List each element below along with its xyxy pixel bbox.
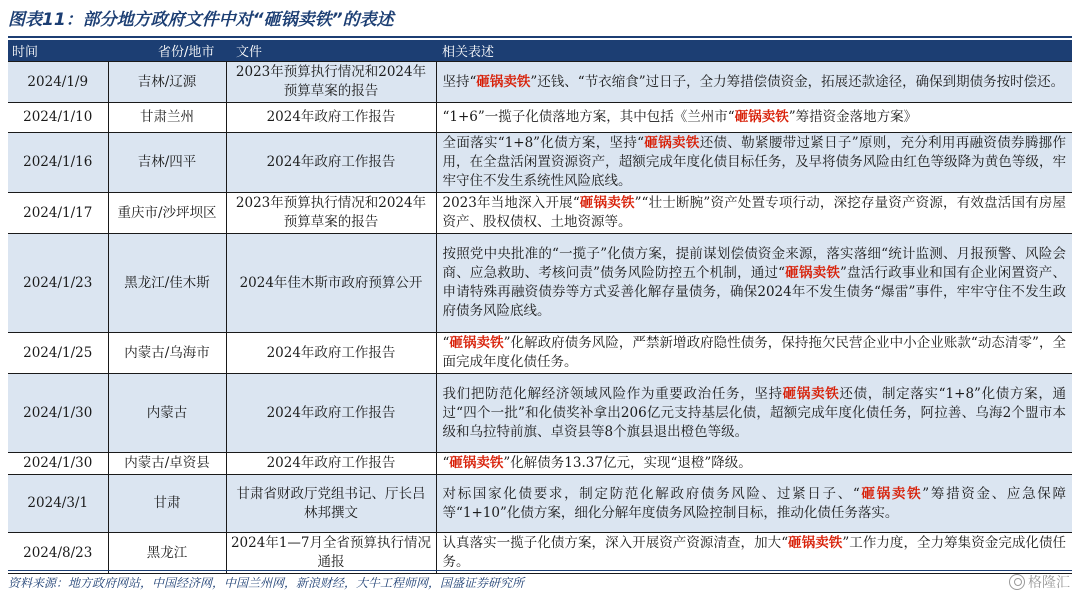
source-note: 资料来源：地方政府网站，中国经济网，中国兰州网，新浪财经，大牛工程师网，国盛证券研究所	[8, 576, 525, 590]
file-cell: 2024年政府工作报告	[226, 453, 436, 475]
table-row	[8, 533, 1072, 574]
statement-text: ”化解债务13.37亿元，实现“退橙”降级。	[503, 455, 752, 471]
file-cell: 2024年政府工作报告	[226, 333, 436, 374]
statement-text: 按照党中央批准的“一揽子”化债方案，提前谋划偿债资金来源，落实落细“统计监测、月报预警、风险会商、应急救助、考核问责”债务风险防控五个机制，通过“	[442, 246, 1066, 281]
date-cell: 2024/1/30	[8, 374, 108, 453]
statement-cell	[436, 533, 1072, 574]
table-row	[8, 234, 1072, 333]
statement-text: 还债，制定落实“1+8”化债方案，通过“四个一批”和化债奖补拿出206亿元支持基层化债，超额完成年度化债任务，阿拉善、乌海2个盟市本级和乌拉特前旗、卓资县等8个旗县退出橙色等级。	[442, 385, 1066, 440]
file-cell: 甘肃省财政厅党组书记、厅长吕林邦撰文	[226, 475, 436, 533]
statement-text: 还债、勒紧腰带过紧日子”原则，充分利用再融资债券腾挪作用，在全盘活闲置资源资产，超额完成年度化债目标任务，及早将债务风险由红色等级降为黄色等级，牢牢守住不发生系统性风险底线。	[442, 135, 1067, 189]
statement-text: ”工作力度，全力筹集资金完成化债任务。	[442, 535, 1067, 570]
date-cell: 2024/1/30	[8, 453, 108, 475]
province-cell: 内蒙古	[108, 374, 226, 453]
statement-text: 坚持“	[442, 73, 477, 90]
statement-text: ”筹措资金、应急保障等“1+10”化债方案，细化分解年度债务风险控制目标，推动化债任务落实。	[442, 485, 1066, 521]
statement-text: ”盘活行政事业和国有企业闲置资产、申请特殊再融资债券等方式妥善化解存量债务，确保2024年不发生债务“爆雷”事件，牢牢守住不发生政府债务风险底线。	[442, 265, 1067, 319]
title-rule	[8, 36, 1072, 38]
highlight-phrase: 砸锅卖铁	[644, 135, 700, 151]
date-cell: 2024/1/25	[8, 333, 108, 374]
highlight-phrase: 砸锅卖铁	[785, 265, 841, 281]
statement-cell	[436, 62, 1072, 103]
statement-text: ”筹措资金落地方案》	[788, 109, 918, 125]
highlight-phrase: 砸锅卖铁	[782, 385, 840, 402]
header-date: 时间	[8, 40, 108, 62]
highlight-phrase: 砸锅卖铁	[476, 73, 531, 90]
province-cell: 吉林/四平	[108, 133, 226, 193]
table-row	[8, 475, 1072, 533]
statement-cell	[436, 234, 1072, 333]
table-row	[8, 62, 1072, 103]
province-cell: 黑龙江	[108, 533, 226, 574]
statement-text: “1+6”一揽子化债落地方案，其中包括《兰州市“	[442, 109, 735, 125]
date-cell: 2024/3/1	[8, 475, 108, 533]
watermark	[1009, 572, 1070, 592]
statement-cell	[436, 133, 1072, 193]
statement-text: ”“壮士断腕”资产处置专项行动，深挖存量资产资源，有效盘活国有房屋资产、股权债权、土地资源等。	[442, 195, 1066, 230]
highlight-phrase: 砸锅卖铁	[859, 485, 923, 502]
date-cell: 2024/1/9	[8, 62, 108, 103]
file-cell: 2024年政府工作报告	[226, 133, 436, 193]
province-cell: 甘肃	[108, 475, 226, 533]
file-cell: 2024年1—7月全省预算执行情况通报	[226, 533, 436, 574]
watermark-text: 格隆汇	[1028, 575, 1070, 591]
table-row	[8, 374, 1072, 453]
highlight-phrase: 砸锅卖铁	[449, 335, 504, 351]
statement-cell	[436, 374, 1072, 453]
file-cell: 2024年佳木斯市政府预算公开	[226, 234, 436, 333]
statement-text: “	[442, 335, 450, 351]
statement-text: “	[442, 455, 450, 471]
statement-cell	[436, 475, 1072, 533]
province-cell: 黑龙江/佳木斯	[108, 234, 226, 333]
date-cell: 2024/1/16	[8, 133, 108, 193]
statement-text: 我们把防范化解经济领域风险作为重要政治任务，坚持	[442, 385, 783, 402]
table-row	[8, 333, 1072, 374]
statement-text: 对标国家化债要求，制定防范化解政府债务风险、过紧日子、“	[442, 485, 860, 502]
statement-table	[8, 40, 1072, 574]
table-row	[8, 103, 1072, 133]
statement-cell	[436, 103, 1072, 133]
table-body	[8, 62, 1072, 574]
header-file: 文件	[226, 40, 436, 62]
province-cell: 内蒙古/卓资县	[108, 453, 226, 475]
statement-text: 认真落实一揽子化债方案，深入开展资产资源清查，加大“	[442, 535, 789, 551]
highlight-phrase: 砸锅卖铁	[788, 535, 843, 551]
statement-text: ”化解政府债务风险，严禁新增政府隐性债务，保持拖欠民营企业中小企业账款“动态清零”，全面完成年度化债任务。	[442, 335, 1066, 370]
table-row	[8, 453, 1072, 475]
statement-cell	[436, 453, 1072, 475]
highlight-phrase: 砸锅卖铁	[734, 109, 789, 125]
header-statement: 相关表述	[436, 40, 1072, 62]
bottom-rule	[8, 570, 1072, 571]
date-cell: 2024/1/17	[8, 193, 108, 234]
file-cell: 2024年政府工作报告	[226, 374, 436, 453]
province-cell: 吉林/辽源	[108, 62, 226, 103]
date-cell: 2024/1/10	[8, 103, 108, 133]
file-cell: 2024年政府工作报告	[226, 103, 436, 133]
date-cell: 2024/1/23	[8, 234, 108, 333]
highlight-phrase: 砸锅卖铁	[579, 195, 635, 211]
statement-text: 全面落实“1+8”化债方案，坚持“	[442, 135, 645, 151]
file-cell: 2023年预算执行情况和2024年预算草案的报告	[226, 193, 436, 234]
header-province: 省份/地市	[108, 40, 226, 62]
province-cell: 重庆市/沙坪坝区	[108, 193, 226, 234]
statement-text: ”还钱、“节衣缩食”过日子，全力筹措偿债资金，拓展还款途径，确保到期债务按时偿还。	[530, 73, 1065, 90]
table-row	[8, 193, 1072, 234]
statement-cell	[436, 333, 1072, 374]
file-cell: 2023年预算执行情况和2024年预算草案的报告	[226, 62, 436, 103]
highlight-phrase: 砸锅卖铁	[449, 455, 504, 471]
province-cell: 内蒙古/乌海市	[108, 333, 226, 374]
statement-cell	[436, 193, 1072, 234]
table-row	[8, 133, 1072, 193]
table-header-row	[8, 40, 1072, 62]
date-cell: 2024/8/23	[8, 533, 108, 574]
watermark-logo-icon	[1009, 574, 1025, 590]
figure-title: 图表11：部分地方政府文件中对“砸锅卖铁”的表述	[8, 10, 394, 30]
province-cell: 甘肃兰州	[108, 103, 226, 133]
statement-text: 2023年当地深入开展“	[442, 195, 580, 211]
